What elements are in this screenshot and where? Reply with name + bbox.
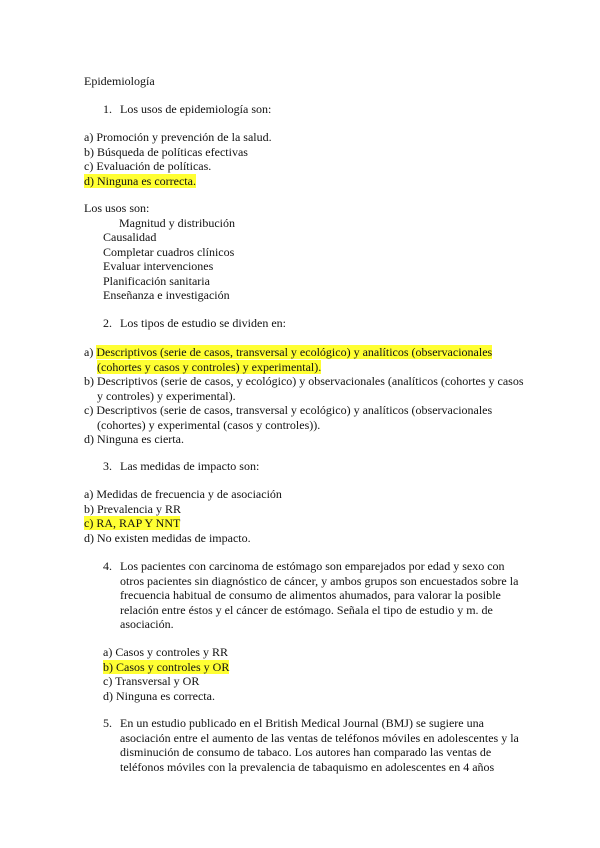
option-a: a) Casos y controles y RR [103,645,228,659]
option-c: c) Evaluación de políticas. [84,159,212,173]
question-number: 1. [103,102,112,116]
question-3 [103,459,523,474]
question-4-options [103,645,523,703]
question-3-options [84,487,524,545]
uses-title: Los usos son: [84,201,150,215]
question-1-options [84,130,524,188]
uses-section [84,201,524,303]
option-d-correct [84,174,524,189]
option-b: b) Prevalencia y RR [84,501,181,516]
use-item: Planificación sanitaria [103,273,210,288]
option-b: b) Descriptivos (serie de casos, y ecológico) y observacionales (analíticos (cohortes y casos y controles) y experimental). [84,374,524,403]
question-text: Los pacientes con carcinoma de estómago son emparejados por edad y sexo con otros pacientes sin diagnóstico de cáncer, y ambos grupos son encuestados sobre la frecuencia habitual de consumo de alimentos ahumados, para valorar la posible relación entre éstos y el cáncer de estómago. Señala el tipo de estudio y m. de asociación. [120,559,519,631]
question-text: En un estudio publicado en el British Medical Journal (BMJ) se sugiere una asociación entre el aumento de las ventas de teléfonos móviles en adolescentes y la disminución de consumo de tabaco. Los autores han comparado las ventas de teléfonos móviles con la prevalencia de tabaquismo en adolescentes en 4 años [120,716,519,774]
use-item: Enseñanza e investigación [103,288,230,302]
use-item: Magnitud y distribución [119,215,235,230]
question-number: 3. [103,459,112,473]
option-prefix: a) [84,345,97,359]
highlight: Descriptivos (serie de casos, transversal y ecológico) y analíticos (observacionales (cohortes y casos y controles) y experimental). [96,345,493,374]
use-item: Completar cuadros clínicos [103,244,235,259]
highlight: b) Casos y controles y OR [103,659,230,674]
option-c-correct [84,516,524,531]
option-b: b) Búsqueda de políticas efectivas [84,144,248,159]
use-item: Evaluar intervenciones [103,259,214,273]
question-4 [103,559,523,632]
question-5 [103,716,523,774]
question-text: Las medidas de impacto son: [120,459,260,473]
option-a: a) Promoción y prevención de la salud. [84,130,272,144]
option-d: d) Ninguna es cierta. [84,432,184,446]
highlight: d) Ninguna es correcta. [84,173,196,188]
option-d: d) Ninguna es correcta. [103,688,215,703]
question-number: 5. [103,716,112,730]
option-c: c) Transversal y OR [103,674,200,688]
question-text: Los tipos de estudio se dividen en: [120,316,286,330]
question-number: 2. [103,316,112,330]
option-d: d) No existen medidas de impacto. [84,530,251,545]
question-2 [103,316,523,331]
option-b-correct [103,660,523,675]
document-title: Epidemiología [84,74,155,88]
use-item: Causalidad [103,230,157,244]
option-a-correct [84,345,524,374]
question-number: 4. [103,559,112,573]
option-a: a) Medidas de frecuencia y de asociación [84,487,282,501]
question-text: Los usos de epidemiología son: [120,102,272,116]
question-1 [103,102,523,117]
option-c: c) Descriptivos (serie de casos, transversal y ecológico) y analíticos (observacionales (cohortes) y experimental (casos y controles)). [84,403,493,432]
question-2-options [84,345,524,447]
highlight: c) RA, RAP Y NNT [84,516,181,530]
